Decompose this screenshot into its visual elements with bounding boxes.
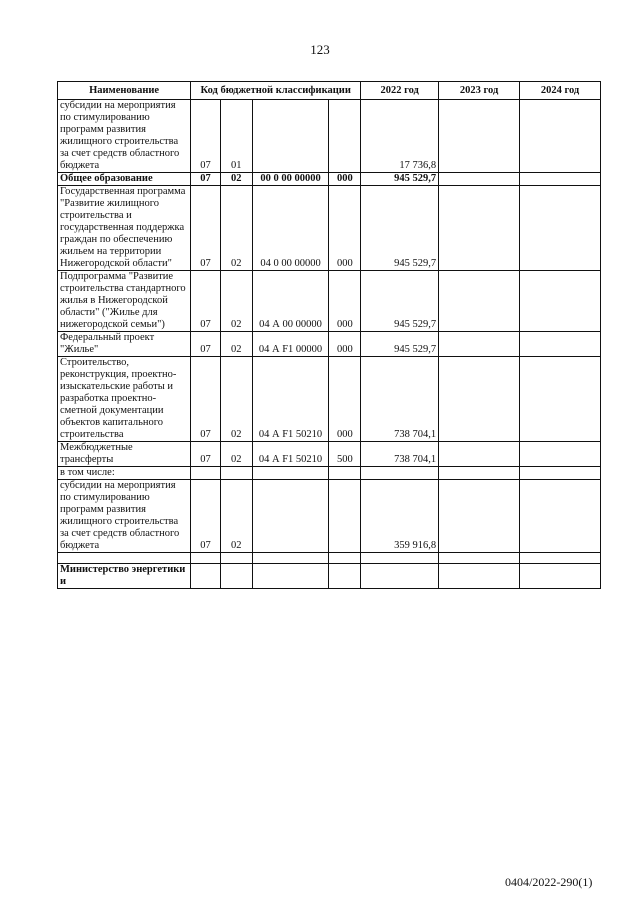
- table-row: [58, 173, 601, 186]
- row-code-target: 00 0 00 00000: [252, 173, 329, 186]
- row-code-section: 07: [191, 357, 221, 442]
- page-number: 123: [310, 42, 330, 57]
- table-row: [58, 332, 601, 357]
- row-code-subsection: [220, 467, 252, 480]
- row-name: Подпрограмма "Развитие строительства стандартного жилья в Нижегородской области" ("Жилье для нижегородской семьи"): [58, 271, 191, 332]
- header-name: Наименование: [58, 82, 191, 100]
- row-value-2023: [439, 100, 520, 173]
- row-value-2022: [361, 467, 439, 480]
- row-value-2022: 945 529,7: [361, 186, 439, 271]
- row-code-subsection: 02: [220, 186, 252, 271]
- row-code-section: 07: [191, 173, 221, 186]
- row-value-2024: [520, 186, 601, 271]
- row-value-2022: 738 704,1: [361, 357, 439, 442]
- header-2022: 2022 год: [361, 82, 439, 100]
- header-2024: 2024 год: [520, 82, 601, 100]
- row-code-target: 04 0 00 00000: [252, 186, 329, 271]
- row-code-target: [252, 480, 329, 553]
- table-row: [58, 467, 601, 480]
- row-value-2022: 945 529,7: [361, 271, 439, 332]
- row-code-target: [252, 100, 329, 173]
- row-value-2023: [439, 357, 520, 442]
- row-value-2022: 945 529,7: [361, 173, 439, 186]
- row-code-target: 04 А F1 50210: [252, 442, 329, 467]
- row-code-section: [191, 564, 221, 589]
- table-row: [58, 186, 601, 271]
- row-code-section: 07: [191, 480, 221, 553]
- row-value-2023: [439, 467, 520, 480]
- row-code-section: 07: [191, 271, 221, 332]
- row-value-2024: [520, 100, 601, 173]
- row-code-type: 500: [329, 442, 361, 467]
- row-code-type: [329, 467, 361, 480]
- row-code-type: 000: [329, 271, 361, 332]
- row-code-type: 000: [329, 173, 361, 186]
- row-value-2022: 738 704,1: [361, 442, 439, 467]
- row-name: субсидии на мероприятия по стимулированию программ развития жилищного строительства за счет средств областного бюджета: [58, 100, 191, 173]
- row-value-2023: [439, 442, 520, 467]
- row-code-subsection: 02: [220, 442, 252, 467]
- row-value-2024: [520, 173, 601, 186]
- row-code-section: [191, 467, 221, 480]
- row-code-type: 000: [329, 357, 361, 442]
- header-2023: 2023 год: [439, 82, 520, 100]
- row-code-subsection: 02: [220, 480, 252, 553]
- table-row: [58, 271, 601, 332]
- row-code-target: [252, 564, 329, 589]
- row-code-target: 04 А F1 00000: [252, 332, 329, 357]
- row-code-section: 07: [191, 186, 221, 271]
- table-row: [58, 480, 601, 553]
- row-code-subsection: [220, 564, 252, 589]
- row-value-2023: [439, 271, 520, 332]
- row-code-subsection: 01: [220, 100, 252, 173]
- row-value-2024: [520, 564, 601, 589]
- row-value-2022: 17 736,8: [361, 100, 439, 173]
- row-code-subsection: 02: [220, 271, 252, 332]
- document-code: 0404/2022-290(1): [505, 875, 593, 889]
- budget-table: [57, 81, 601, 589]
- row-value-2024: [520, 357, 601, 442]
- table-row: [58, 357, 601, 442]
- row-name: Строительство, реконструкция, проектно-изыскательские работы и разработка проектно-сметной документации объектов капитального строительства: [58, 357, 191, 442]
- row-value-2024: [520, 332, 601, 357]
- row-name: в том числе:: [58, 467, 191, 480]
- row-value-2022: 945 529,7: [361, 332, 439, 357]
- row-name: Государственная программа "Развитие жилищного строительства и государственная поддержка граждан по обеспечению жильем на территории Нижегородской области": [58, 186, 191, 271]
- header-row: [58, 82, 601, 100]
- row-value-2023: [439, 480, 520, 553]
- row-code-section: 07: [191, 100, 221, 173]
- row-code-section: 07: [191, 442, 221, 467]
- row-value-2024: [520, 442, 601, 467]
- row-code-type: 000: [329, 332, 361, 357]
- table-row: [58, 100, 601, 173]
- row-value-2024: [520, 467, 601, 480]
- header-code: Код бюджетной классификации: [191, 82, 361, 100]
- row-value-2023: [439, 186, 520, 271]
- row-code-subsection: 02: [220, 173, 252, 186]
- row-code-subsection: 02: [220, 357, 252, 442]
- table-row: [58, 564, 601, 589]
- spacer-row: [58, 553, 601, 564]
- row-name: Общее образование: [58, 173, 191, 186]
- row-name: Межбюджетные трансферты: [58, 442, 191, 467]
- row-code-target: 04 А F1 50210: [252, 357, 329, 442]
- row-code-type: 000: [329, 186, 361, 271]
- row-value-2022: 359 916,8: [361, 480, 439, 553]
- row-value-2023: [439, 173, 520, 186]
- row-code-type: [329, 100, 361, 173]
- table-row: [58, 442, 601, 467]
- row-value-2023: [439, 564, 520, 589]
- row-name: субсидии на мероприятия по стимулированию программ развития жилищного строительства за счет средств областного бюджета: [58, 480, 191, 553]
- row-code-target: 04 А 00 00000: [252, 271, 329, 332]
- row-code-subsection: 02: [220, 332, 252, 357]
- row-value-2024: [520, 480, 601, 553]
- row-value-2023: [439, 332, 520, 357]
- row-code-target: [252, 467, 329, 480]
- row-code-section: 07: [191, 332, 221, 357]
- row-value-2022: [361, 564, 439, 589]
- row-name: Министерство энергетики и: [58, 564, 191, 589]
- row-code-type: [329, 480, 361, 553]
- row-name: Федеральный проект "Жилье": [58, 332, 191, 357]
- row-value-2024: [520, 271, 601, 332]
- row-code-type: [329, 564, 361, 589]
